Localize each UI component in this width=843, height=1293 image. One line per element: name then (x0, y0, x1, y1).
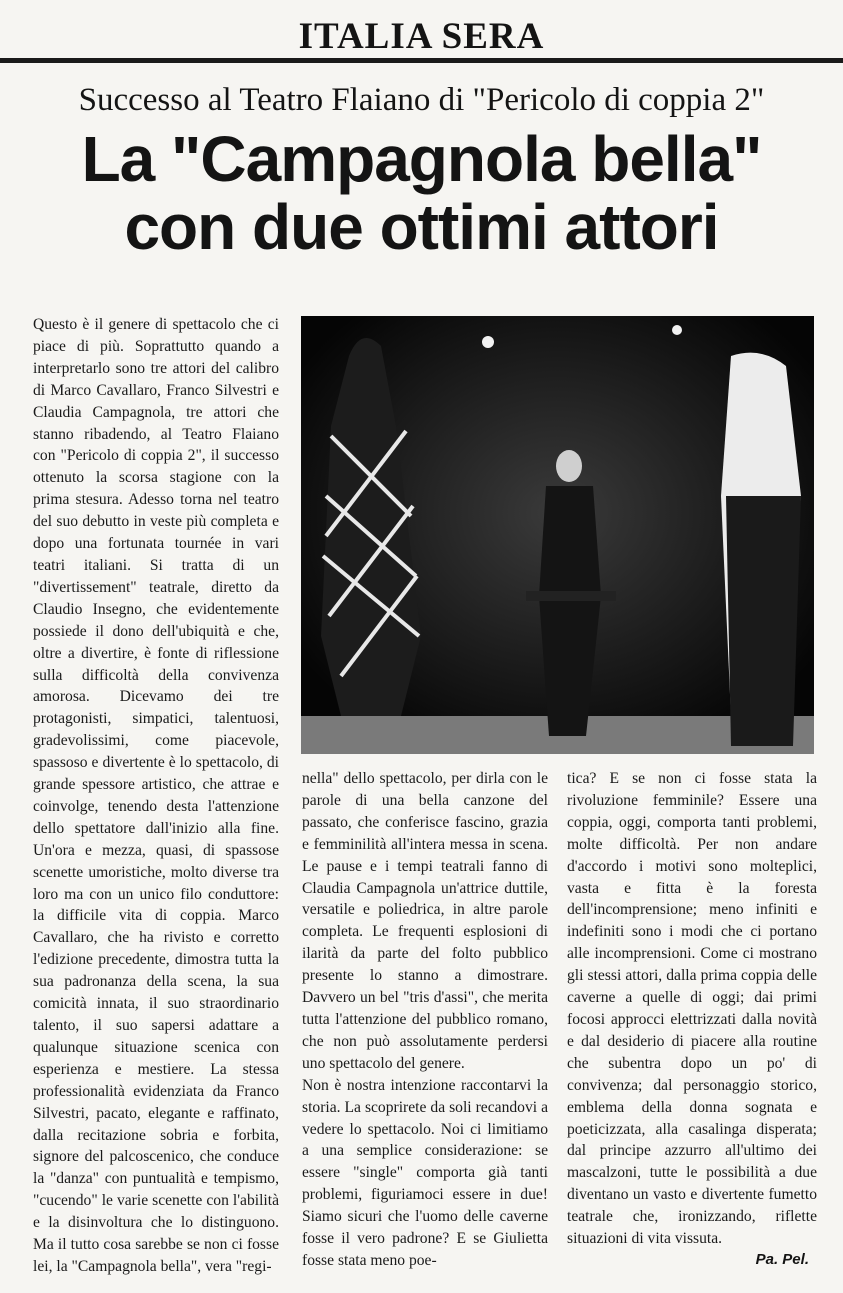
author-byline: Pa. Pel. (755, 1251, 809, 1268)
kicker: Successo al Teatro Flaiano di "Pericolo di coppia 2" (78, 82, 765, 118)
article-column-1 (33, 314, 279, 1278)
article-text: tica? E se non ci fosse stata la rivoluzione femminile? Essere una coppia, oggi, comporta tanti problemi, molte difficoltà. Per non andare d'accordo i motivi sono molteplici, vasta e fitta è la foresta dell'incomprensione; meno infiniti e indefiniti sono i modi che ci portano alle incomprensioni. Come ci mostrano gli stessi attori, dalla prima coppia delle caverne a quelle di oggi; dai primi focosi approcci elettrizzati dalla novità e dal desiderio di piacere alla routine che subentra dopo un po' di convivenza; dal personaggio storico, emblema della donna sognata e poeticizzata, alla casalinga disperata; dal principe azzurro all'ultimo dei mascalzoni, tutte le possibilità a due diventano un vasto e divertente fumetto teatrale che, ironizzando, riflette situazioni di vita vissuta. (567, 770, 817, 1248)
headline-line-1: La "Campagnola bella" (81, 123, 762, 195)
article-text: Non è nostra intenzione raccontarvi la storia. La scoprirete da soli recandovi a vedere lo spettacolo. Noi ci limitiamo a una semplice considerazione: se essere "single" comporta già tanti problemi, figuriamoci essere in due! Siamo sicuri che l'uomo delle caverne fosse il vero padrone? E se Giulietta fosse stata meno poe- (302, 1076, 548, 1269)
stage-photo (301, 316, 814, 754)
article-text: Questo è il genere di spettacolo che ci piace di più. Soprattutto quando a interpretarlo sono tre attori del calibro di Marco Cavallaro, Franco Silvestri e Claudia Campagnola, tre attori che stanno ribadendo, al Teatro Flaiano con "Pericolo di coppia 2", il successo ottenuto la scorsa stagione con la prima stesura. Adesso torna nel teatro del suo debutto in veste più completa e dopo una fortunata tournée in vari teatri italiani. Si tratta di un "divertissement" teatrale, diretto da Claudio Insegno, che evidentemente possiede il dono dell'ubiquità e che, oltre a divertire, è fonte di riflessione sulla difficoltà della convivenza amorosa. Dicevamo dei tre protagonisti, simpatici, talentuosi, gradevolissimi, come piacevole, spassoso e divertente è lo spettacolo, di grande spessore artistico, che attrae e coinvolge, tenendo desta l'attenzione dello spettatore dall'inizio alla fine. Un'ora e mezza, quasi, di spassose scenette umoristiche, molto diverse tra loro ma con un unico filo conduttore: la difficile vita di coppia. Marco Cavallaro, che ha rivisto e corretto l'edizione precedente, dimostra tutta la sua padronanza della scena, la sua comicità innata, il suo straordinario talento, il suo sapersi adattare a qualunque situazione scenica con esperienza e mestiere. La stessa professionalità evidenziata da Franco Silvestri, pacato, elegante e raffinato, dalla recitazione sobria e forbita, signore del palcoscenico, che conduce la "danza" con puntualità e tempismo, "cucendo" le varie scenette con l'abilità e la disinvoltura che lo distinguono. Ma il tutto cosa sarebbe se non ci fosse lei, la "Campagnola bella", vera "regi- (33, 316, 279, 1275)
masthead-title: ITALIA SERA (298, 16, 545, 57)
article-column-2 (302, 768, 548, 1272)
masthead (0, 14, 843, 60)
article-text: nella" dello spettacolo, per dirla con le parole di una bella canzone del passato, che conferisce fascino, grazia e femminilità all'intera messa in scena. Le pause e i tempi teatrali fanno di Claudia Campagnola un'attrice duttile, versatile e poliedrica, in altre parole completa. Le frequenti esplosioni di ilarità da parte del folto pubblico presente lo stanno a dimostrare. Davvero un bel "tris d'assi", che merita tutta l'attenzione del pubblico romano, che non può assolutamente perdersi uno spettacolo del genere. (302, 770, 548, 1072)
stage-photo-icon (301, 316, 814, 754)
headline (0, 125, 843, 261)
headline-line-2: con due ottimi attori (124, 191, 719, 263)
masthead-rule (0, 58, 843, 63)
article-column-3 (567, 768, 817, 1250)
